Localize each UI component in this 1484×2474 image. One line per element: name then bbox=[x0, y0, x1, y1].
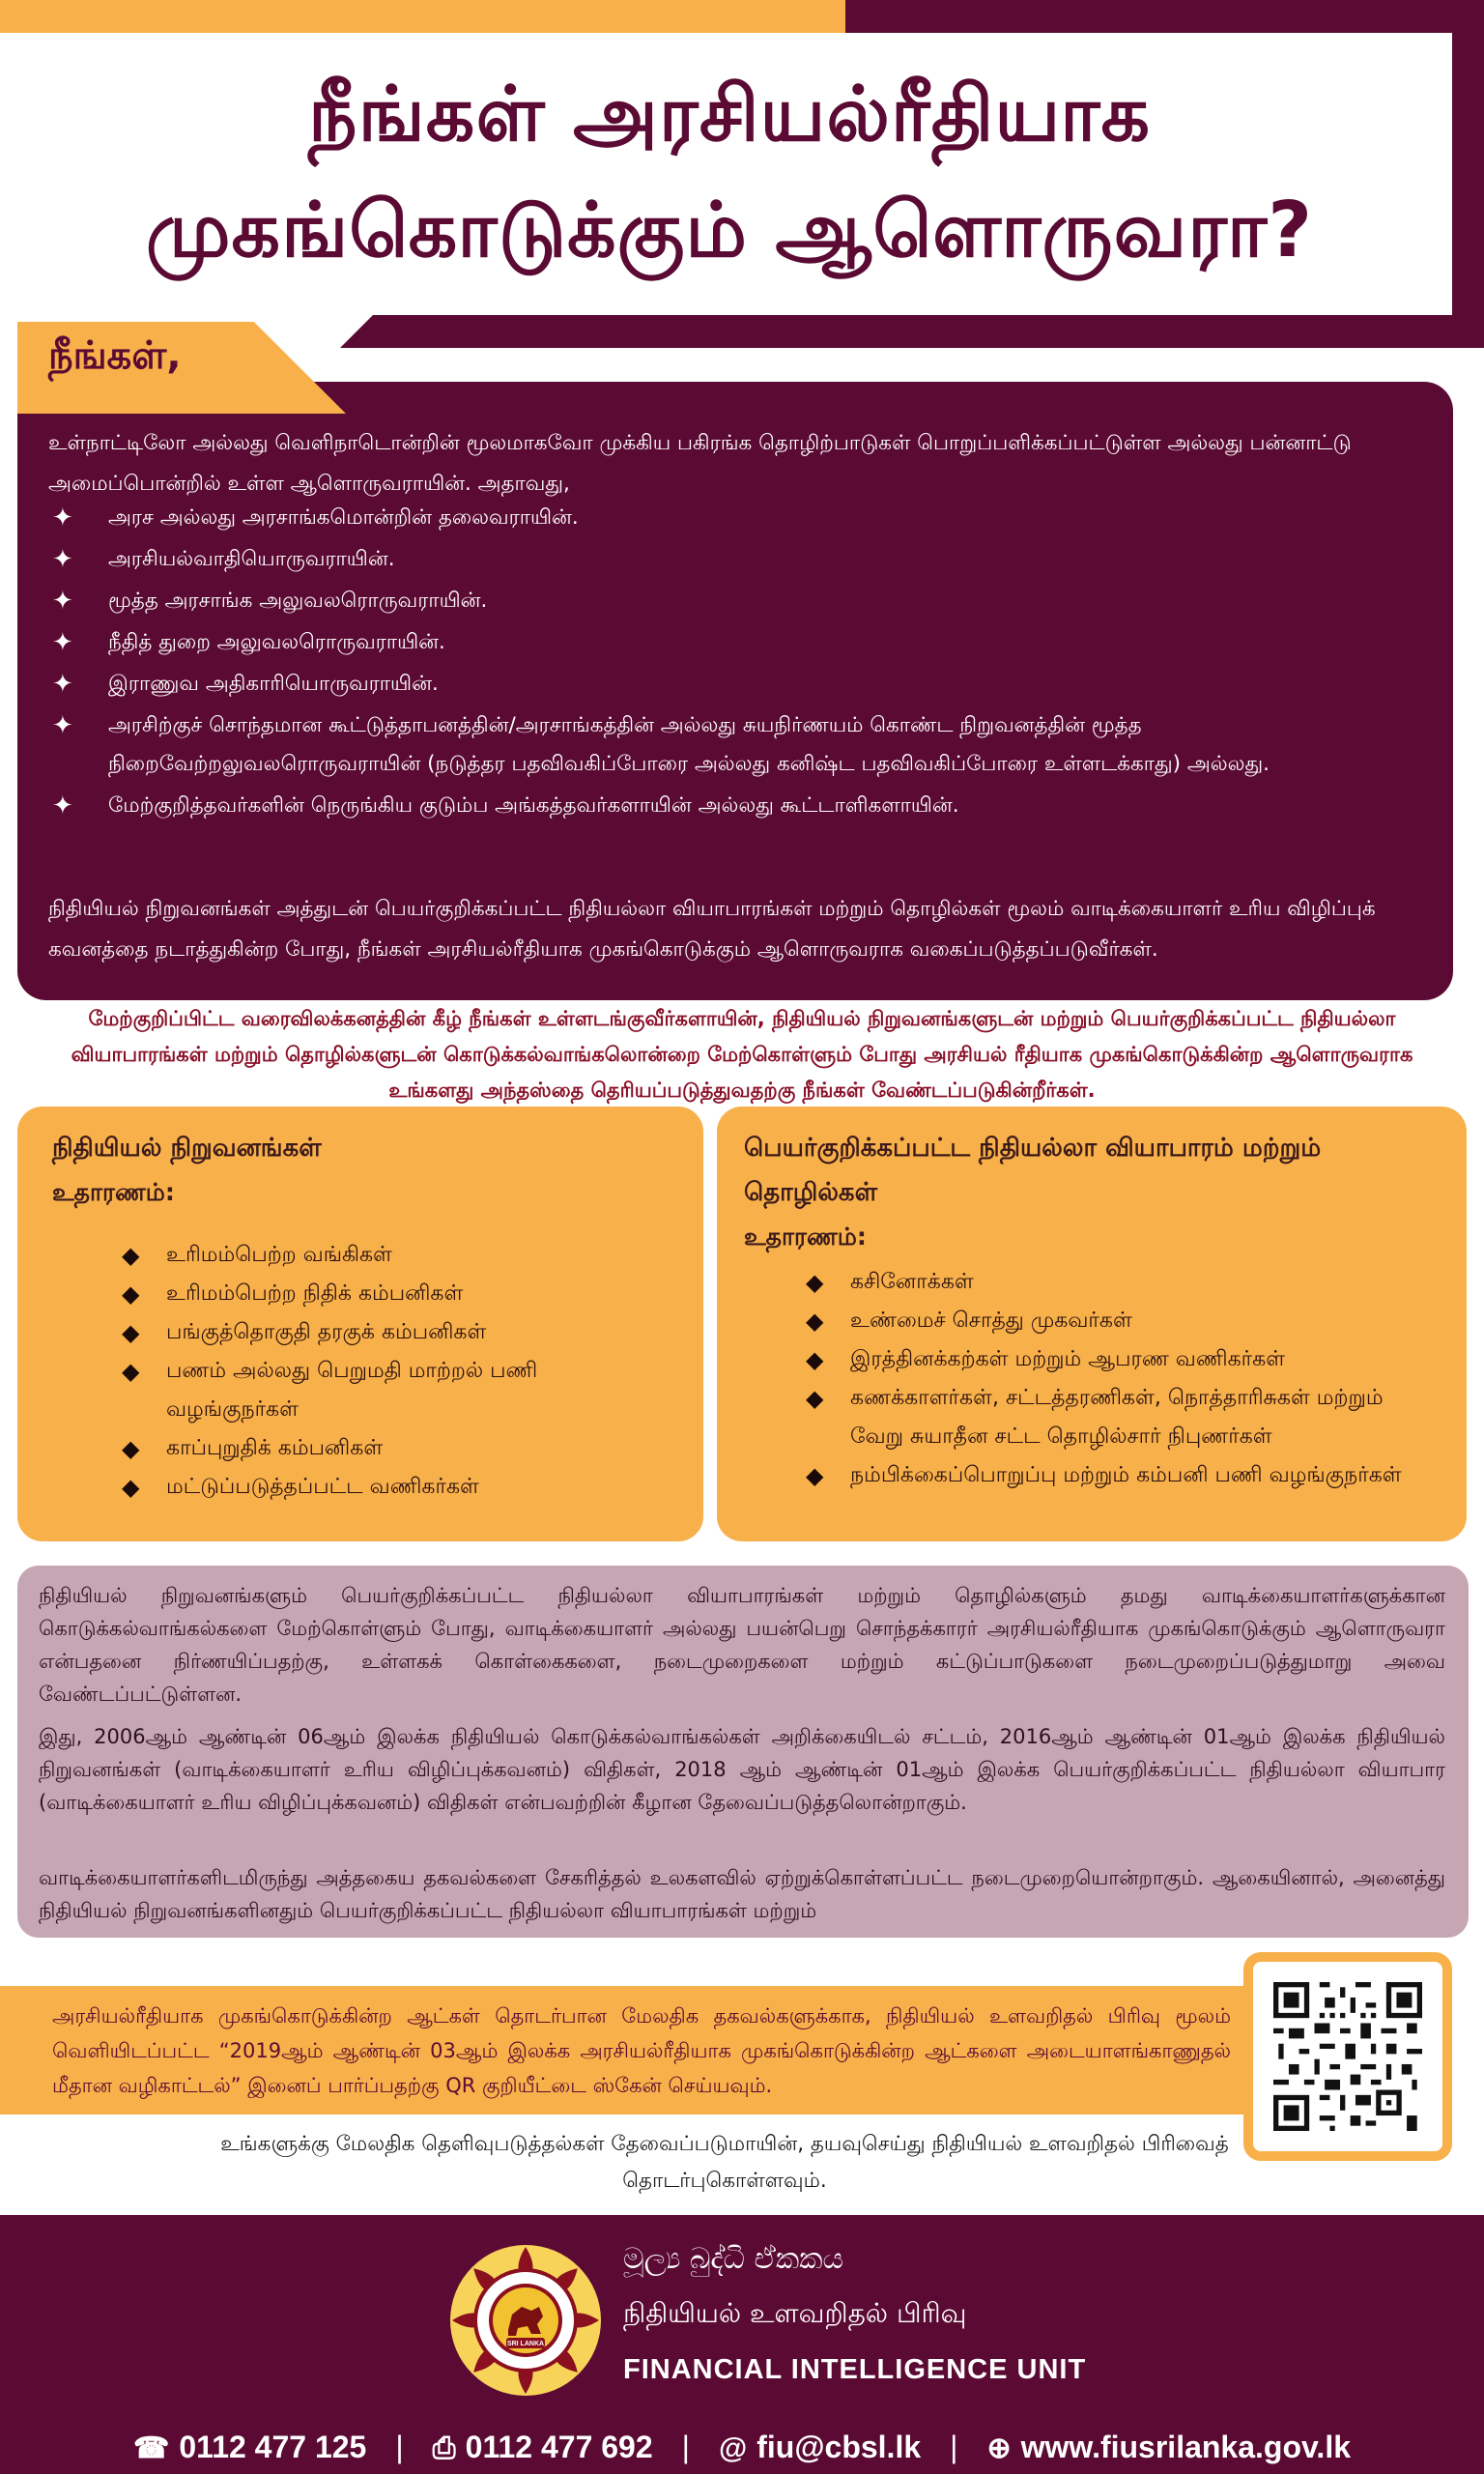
list-item: ✦ நீதித் துறை அலுவலரொருவராயின். bbox=[48, 623, 1440, 662]
page-title bbox=[19, 56, 1440, 288]
list-item: ◆ உரிமம்பெற்ற வங்கிகள் bbox=[122, 1236, 614, 1275]
list-item: ◆ பணம் அல்லது பெறுமதி மாற்றல் பணி வழங்குநர்கள் bbox=[122, 1352, 614, 1429]
list-item: ✦ மேற்குறித்தவர்களின் நெருங்கிய குடும்ப அங்கத்தவர்களாயின் அல்லது கூட்டாளிகளாயின். bbox=[48, 787, 1440, 825]
card-subtitle: உதாரணம்: bbox=[744, 1223, 867, 1251]
star-bullet-icon: ✦ bbox=[52, 545, 73, 574]
header-right-strip bbox=[1452, 0, 1484, 348]
list-item: ✦ மூத்த அரசாங்க அலுவலரொருவராயின். bbox=[48, 582, 1440, 620]
declaration-notice: மேற்குறிப்பிட்ட வரைவிலக்கனத்தின் கீழ் நீங்கள் உள்ளடங்குவீர்களாயின், நிதியியல் நிறுவனங்களுடன் மற்றும் பெயர்குறிக்கப்பட்ட நிதியல்லா வியாபாரங்கள் மற்றும் தொழில்களுடன் கொடுக்கல்வாங்கலொன்றை மேற்கொள்ளும் போது அரசியல் ரீதியாக முகங்கொடுக்கின்ற ஆளொருவராக உங்களது அந்தஸ்தை தெரியப்படுத்துவதற்கு நீங்கள் வேண்டப்படுகின்றீர்கள். bbox=[71, 1007, 1413, 1102]
list-item: ✦ அரசியல்வாதியொருவராயின். bbox=[48, 540, 1440, 579]
diamond-bullet-icon: ◆ bbox=[806, 1385, 824, 1412]
fiu-logo bbox=[447, 2242, 604, 2399]
card-title: நிதியியல் நிறுவனங்கள் bbox=[52, 1134, 322, 1163]
list-item: ✦ இராணுவ அதிகாரியொருவராயின். bbox=[48, 665, 1440, 704]
list-item: ◆ கணக்காளர்கள், சட்டத்தரணிகள், நொத்தாரிசுகள் மற்றும் வேறு சுயாதீன சட்ட தொழில்சார் நிபுணர்கள் bbox=[806, 1379, 1434, 1456]
legal-info-box bbox=[17, 1566, 1469, 1938]
definition-list bbox=[48, 499, 1440, 828]
qr-info-text: அரசியல்ரீதியாக முகங்கொடுக்கின்ற ஆட்கள் தொடர்பான மேலதிக தகவல்களுக்காக, நிதியியல் உளவறிதல் பிரிவு மூலம் வெளியிடப்பட்ட “2019ஆம் ஆண்டின் 03ஆம் இலக்க அரசியல்ரீதியாக முகங்கொடுக்கின்ற ஆட்களை அடையாளங்காணுதல் மீதான வழிகாட்டல்” இனைப் பார்ப்பதற்கு QR குறியீட்டை ஸ்கேன் செய்யவும். bbox=[52, 2004, 1231, 2097]
phone-contact[interactable]: ☎ 0112 477 125 bbox=[132, 2429, 367, 2464]
you-label: நீங்கள், bbox=[48, 333, 182, 378]
header-maroon-bar bbox=[845, 0, 1484, 33]
list-item: ◆ நம்பிக்கைப்பொறுப்பு மற்றும் கம்பனி பணி வழங்குநர்கள் bbox=[806, 1456, 1434, 1495]
fax-icon: ⎙ bbox=[432, 2431, 456, 2464]
star-bullet-icon: ✦ bbox=[52, 791, 73, 820]
qr-code-icon[interactable] bbox=[1273, 1982, 1422, 2131]
contact-bar bbox=[0, 2420, 1484, 2474]
diamond-bullet-icon: ◆ bbox=[806, 1462, 824, 1489]
list-item: ◆ உரிமம்பெற்ற நிதிக் கம்பனிகள் bbox=[122, 1275, 614, 1313]
diamond-bullet-icon: ◆ bbox=[806, 1346, 824, 1373]
org-name-tamil: நிதியியல் உளவறிதல் பிரிவு bbox=[623, 2297, 967, 2329]
list-item: ◆ காப்புறுதிக் கம்பனிகள் bbox=[122, 1429, 614, 1468]
diamond-bullet-icon: ◆ bbox=[122, 1435, 140, 1462]
org-name-english: FINANCIAL INTELLIGENCE UNIT bbox=[623, 2354, 1087, 2385]
dnfbp-card bbox=[717, 1107, 1467, 1541]
separator: | bbox=[950, 2429, 958, 2464]
card-subtitle: உதாரணம்: bbox=[52, 1178, 175, 1206]
info-paragraph-3: வாடிக்கையாளர்களிடமிருந்து அத்தகைய தகவல்களை சேகரித்தல் உலகளவில் ஏற்றுக்கொள்ளப்பட்ட நடைமுறையொன்றாகும். ஆகையினால், அனைத்து நிதியியல் நிறுவனங்களினதும் பெயர்குறிக்கப்பட்ட நிதியல்லா வியாபாரங்கள் மற்றும் bbox=[39, 1866, 1445, 1922]
diamond-bullet-icon: ◆ bbox=[122, 1319, 140, 1346]
diamond-bullet-icon: ◆ bbox=[806, 1269, 824, 1296]
card-title: பெயர்குறிக்கப்பட்ட நிதியல்லா வியாபாரம் மற்றும் தொழில்கள் bbox=[744, 1134, 1322, 1207]
contact-note: உங்களுக்கு மேலதிக தெளிவுபடுத்தல்கள் தேவைப்படுமாயின், தயவுசெய்து நிதியியல் உளவறிதல் பிரிவைத் தொடர்புகொள்ளவும். bbox=[220, 2132, 1229, 2193]
list-item: ◆ உண்மைச் சொத்து முகவர்கள் bbox=[806, 1302, 1434, 1340]
info-paragraph-1: நிதியியல் நிறுவனங்களும் பெயர்குறிக்கப்பட்ட நிதியல்லா வியாபாரங்கள் மற்றும் தொழில்களும் தமது வாடிக்கையாளர்களுக்கான கொடுக்கல்வாங்கல்களை மேற்கொள்ளும் போது, வாடிக்கையாளர் அல்லது பயன்பெறு சொந்தக்காரர் அரசியல்ரீதியாக முகங்கொடுக்கும் ஆளொருவரா என்பதனை நிர்ணயிப்பதற்கு, உள்ளகக் கொள்கைகளை, நடைமுறைகளை மற்றும் கட்டுப்பாடுகளை நடைமுறைப்படுத்துமாறு அவை வேண்டப்பட்டுள்ளன. bbox=[39, 1584, 1445, 1706]
separator: | bbox=[681, 2429, 690, 2464]
list-item: ◆ இரத்தினக்கற்கள் மற்றும் ஆபரண வணிகர்கள் bbox=[806, 1340, 1434, 1379]
website-link[interactable]: ⊕ www.fiusrilanka.gov.lk bbox=[986, 2429, 1351, 2464]
list-item: ✦ அரசிற்குச் சொந்தமான கூட்டுத்தாபனத்தின்/அரசாங்கத்தின் அல்லது சுயநிர்ணயம் கொண்ட நிறுவனத்தின் மூத்த நிறைவேற்றலுவலரொருவராயின் (நடுத்தர பதவிவகிப்போரை அல்லது கனிஷ்ட பதவிவகிப்போரை உள்ளடக்காது) அல்லது. bbox=[48, 706, 1440, 784]
card-list bbox=[806, 1263, 1434, 1495]
title-line-1: நீங்கள் அரசியல்ரீதியாக bbox=[307, 70, 1151, 158]
star-bullet-icon: ✦ bbox=[52, 670, 73, 699]
info-paragraph-2: இது, 2006ஆம் ஆண்டின் 06ஆம் இலக்க நிதியியல் கொடுக்கல்வாங்கல்கள் அறிக்கையிடல் சட்டம், 2016ஆம் ஆண்டின் 01ஆம் இலக்க நிதியியல் நிறுவனங்கள் (வாடிக்கையாளர் உரிய விழிப்புக்கவனம்) விதிகள், 2018 ஆம் ஆண்டின் 01ஆம் இலக்க பெயர்குறிக்கப்பட்ட நிதியல்லா வியாபார (வாடிக்கையாளர் உரிய விழிப்புக்கவனம்) விதிகள் என்பவற்றின் கீழான தேவைப்படுத்தலொன்றாகும். bbox=[39, 1725, 1445, 1814]
list-item: ◆ மட்டுப்படுத்தப்பட்ட வணிகர்கள் bbox=[122, 1468, 614, 1507]
org-name-sinhala: මූල්‍ය බුද්ධි ඒකකය bbox=[623, 2242, 844, 2276]
title-line-2: முகங்கொடுக்கும் ஆளொருவரா? bbox=[145, 186, 1314, 274]
star-bullet-icon: ✦ bbox=[52, 503, 73, 532]
diamond-bullet-icon: ◆ bbox=[122, 1358, 140, 1385]
diamond-bullet-icon: ◆ bbox=[122, 1280, 140, 1308]
globe-icon: ⊕ bbox=[986, 2431, 1012, 2464]
list-item: ◆ கசினோக்கள் bbox=[806, 1263, 1434, 1302]
star-bullet-icon: ✦ bbox=[52, 587, 73, 616]
card-list bbox=[122, 1236, 614, 1507]
logo-country-text: SRI LANKA bbox=[506, 2341, 545, 2347]
diamond-bullet-icon: ◆ bbox=[122, 1474, 140, 1501]
title-bottom-band bbox=[340, 315, 1484, 348]
definition-closing: நிதியியல் நிறுவனங்கள் அத்துடன் பெயர்குறிக்கப்பட்ட நிதியல்லா வியாபாரங்கள் மற்றும் தொழில்கள் மூலம் வாடிக்கையாளர் உரிய விழிப்புக் கவனத்தை நடாத்துகின்ற போது, நீங்கள் அரசியல்ரீதியாக முகங்கொடுக்கும் ஆளொருவராக வகைப்படுத்தப்படுவீர்கள். bbox=[48, 897, 1376, 962]
phone-icon: ☎ bbox=[132, 2431, 170, 2464]
financial-institutions-card bbox=[17, 1107, 703, 1541]
fax-contact[interactable]: ⎙ 0112 477 692 bbox=[432, 2429, 653, 2464]
diamond-bullet-icon: ◆ bbox=[806, 1308, 824, 1335]
header-orange-bar bbox=[0, 0, 845, 33]
separator: | bbox=[395, 2429, 404, 2464]
star-bullet-icon: ✦ bbox=[52, 628, 73, 657]
at-icon: @ bbox=[718, 2431, 748, 2464]
definition-intro: உள்நாட்டிலோ அல்லது வெளிநாடொன்றின் மூலமாகவோ முக்கிய பகிரங்க தொழிற்பாடுகள் பொறுப்பளிக்கப்பட்டுள்ள அல்லது பன்னாட்டு அமைப்பொன்றில் உள்ள ஆளொருவராயின். அதாவது, bbox=[48, 431, 1352, 496]
email-link[interactable]: @ fiu@cbsl.lk bbox=[718, 2429, 922, 2464]
list-item: ◆ பங்குத்தொகுதி தரகுக் கம்பனிகள் bbox=[122, 1313, 614, 1352]
diamond-bullet-icon: ◆ bbox=[122, 1242, 140, 1269]
title-band-notch bbox=[340, 315, 373, 348]
star-bullet-icon: ✦ bbox=[52, 711, 73, 740]
list-item: ✦ அரச அல்லது அரசாங்கமொன்றின் தலைவராயின். bbox=[48, 499, 1440, 537]
